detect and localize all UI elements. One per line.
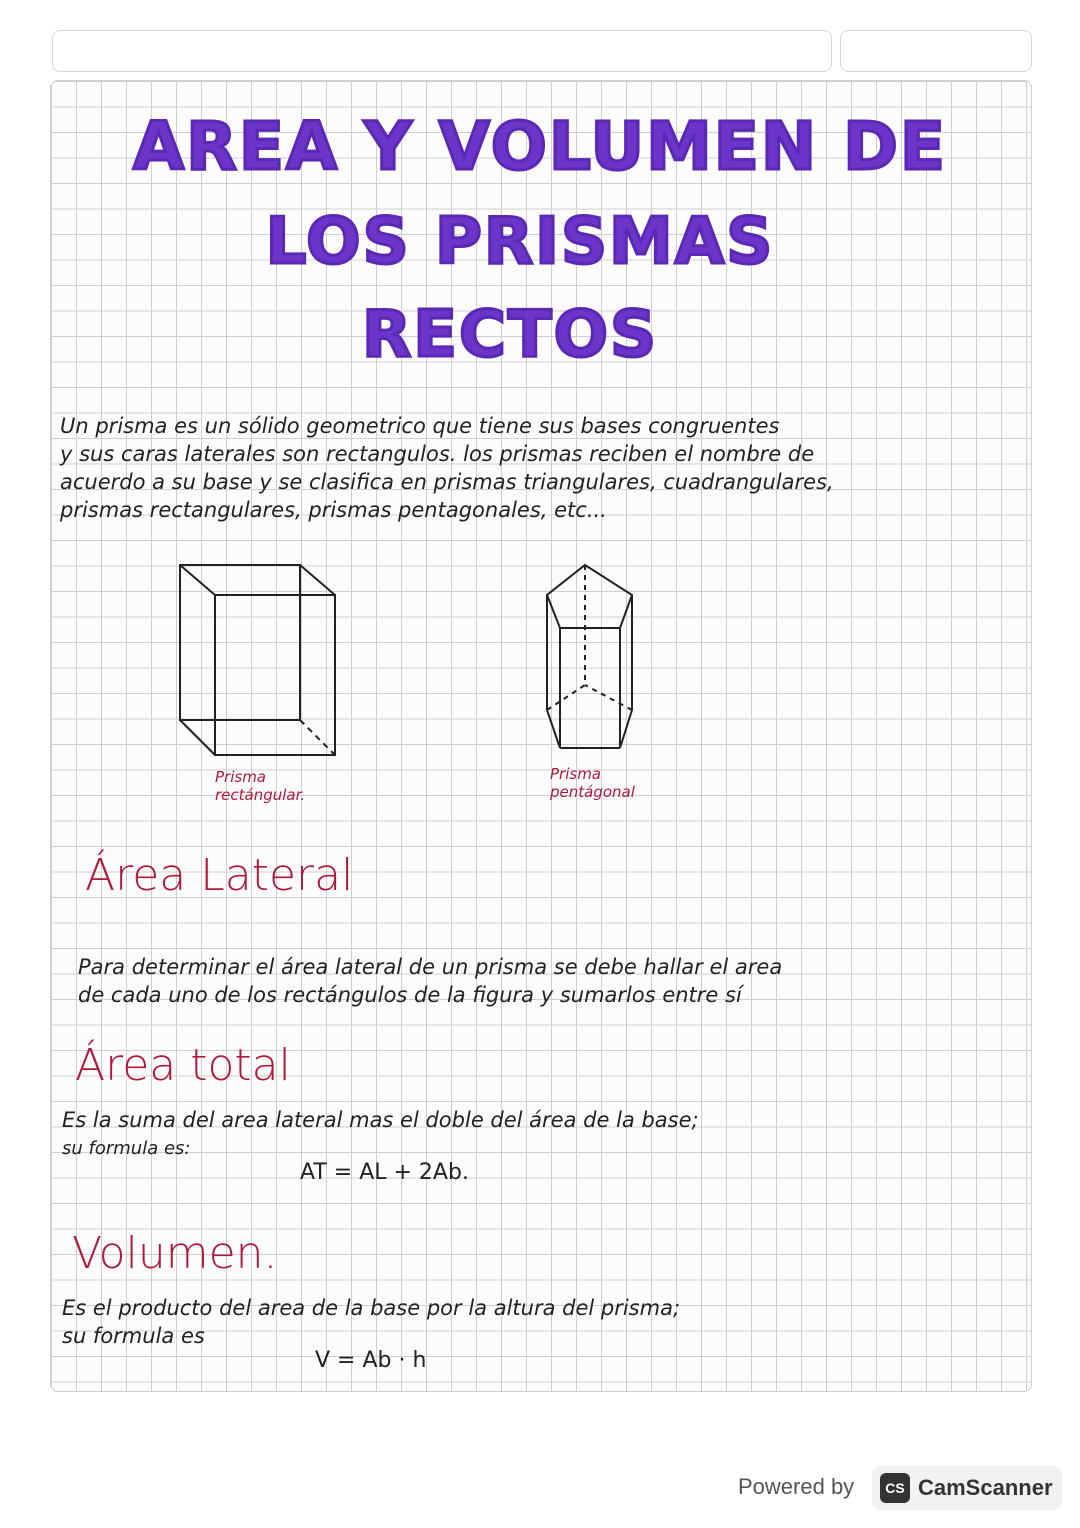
header-box-left xyxy=(52,30,832,72)
rectangular-prism-label xyxy=(215,768,305,804)
intro-line: y sus caras laterales son rectangulos. los prismas reciben el nombre de xyxy=(60,442,815,466)
title-line-2: LOS PRISMAS xyxy=(265,205,775,279)
volume-line: Es el producto del area de la base por la altura del prisma; xyxy=(62,1296,681,1320)
heading-area-total: Área total xyxy=(75,1040,291,1091)
heading-area-lateral: Área Lateral xyxy=(85,850,354,901)
label-line: pentágonal xyxy=(550,783,635,801)
intro-line: Un prisma es un sólido geometrico que tiene sus bases congruentes xyxy=(60,414,780,438)
powered-by-text: Powered by xyxy=(738,1474,855,1499)
total-line: su formula es: xyxy=(62,1138,191,1159)
rectangular-prism-drawing xyxy=(170,555,350,765)
pentagonal-prism-drawing xyxy=(535,560,645,760)
intro-line: acuerdo a su base y se clasifica en prismas triangulares, cuadrangulares, xyxy=(60,470,834,494)
camscanner-logo-icon: CS xyxy=(880,1473,910,1503)
label-line: rectángular. xyxy=(215,786,306,804)
camscanner-brand: CamScanner xyxy=(918,1475,1053,1500)
label-line: Prisma xyxy=(215,768,266,786)
volume-line: su formula es xyxy=(62,1324,205,1348)
heading-volumen: Volumen. xyxy=(72,1228,278,1279)
pentagonal-prism-label xyxy=(550,765,635,801)
lateral-line: de cada uno de los rectángulos de la figura y sumarlos entre sí xyxy=(78,983,742,1007)
camscanner-badge xyxy=(872,1466,1062,1510)
title-line-3: RECTOS xyxy=(361,298,659,372)
label-line: Prisma xyxy=(550,765,601,783)
volume-formula: V = Ab · h xyxy=(315,1348,427,1373)
title-line-1: AREA Y VOLUMEN DE xyxy=(133,108,947,185)
total-area-formula: AT = AL + 2Ab. xyxy=(300,1160,469,1185)
header-box-right xyxy=(840,30,1032,72)
lateral-line: Para determinar el área lateral de un prisma se debe hallar el area xyxy=(78,955,783,979)
intro-line: prismas rectangulares, prismas pentagonales, etc... xyxy=(60,498,607,522)
total-line: Es la suma del area lateral mas el doble del área de la base; xyxy=(62,1108,699,1132)
